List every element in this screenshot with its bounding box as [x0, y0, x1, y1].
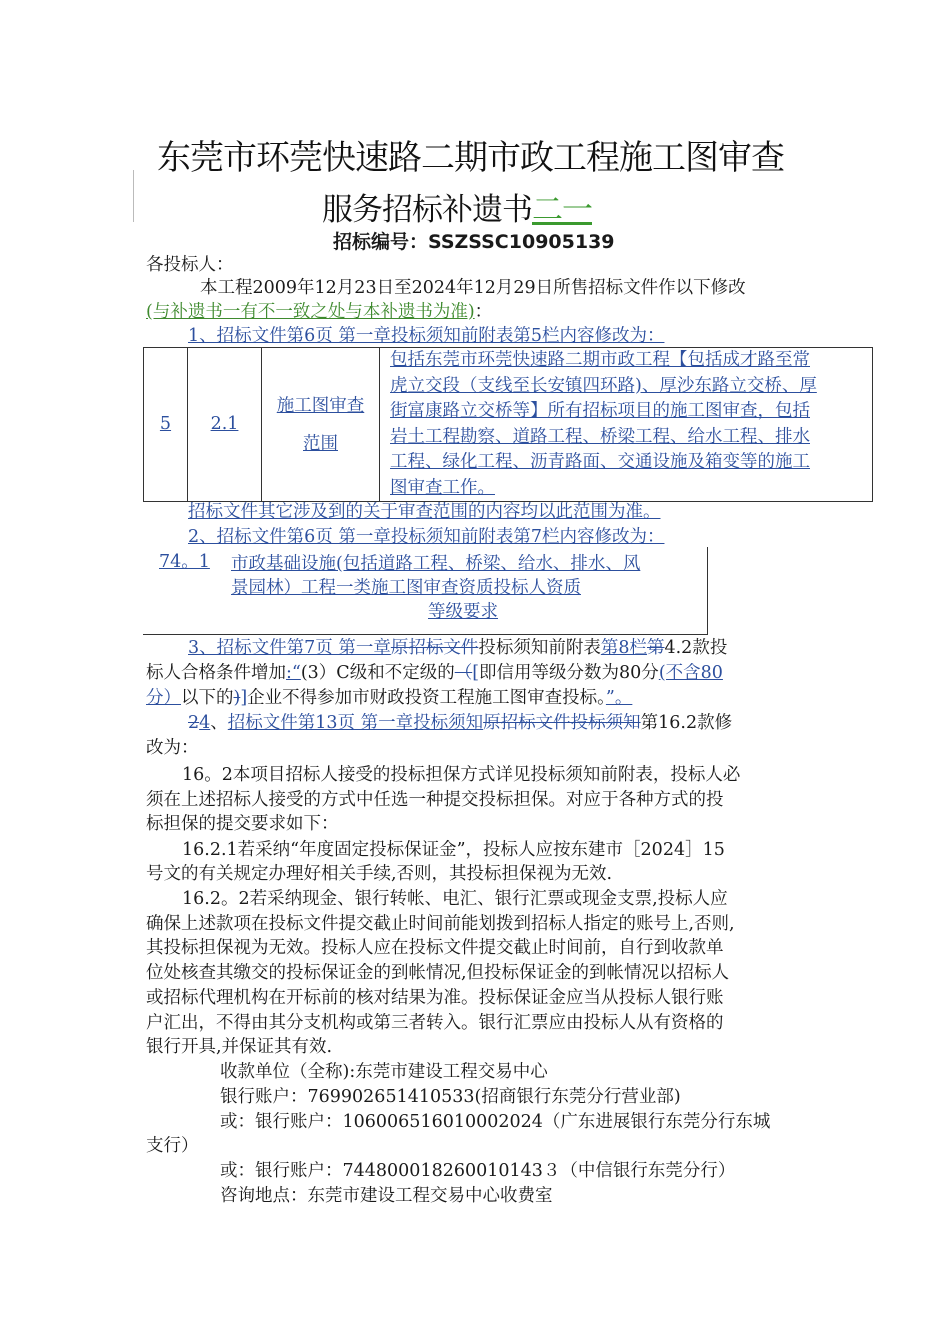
scope-table	[143, 347, 873, 502]
para-16-2-line-3: 标担保的提交要求如下：	[146, 814, 339, 834]
scope-col-number: 5	[144, 348, 188, 502]
bank-account-1: 银行账户：769902651410533(招商银行东莞分行营业部)	[220, 1087, 681, 1107]
salutation: 各投标人：	[146, 255, 234, 275]
qualification-col-number: 74。1	[159, 552, 210, 572]
para-16-2-line-2: 须在上述招标人接受的方式中任选一种提交投标担保。对应于各种方式的投	[146, 790, 724, 810]
para-16-2-1-line-2: 号文的有关规定办理好相关手续,否则，其投标担保视为无效.	[146, 864, 613, 884]
item-3-line-1: 3、招标文件第7页 第一章原招标文件投标须知前附表第8栏第4.2款投	[188, 638, 728, 658]
title-line-2	[322, 184, 592, 229]
item-4-line-1: 24、招标文件第13页 第一章投标须知原招标文件投标须知第16.2款修	[188, 713, 733, 733]
margin-mark	[133, 170, 134, 222]
intro-note: (与补遗书一有不一致之处与本补遗书为准)	[146, 302, 475, 322]
item-2: 2、招标文件第6页 第一章投标须知前附表第7栏内容修改为：	[188, 527, 665, 547]
item-3-line-2: 标人合格条件增加:“(3）C级和不定级的（[即信用等级分数为80分(不含80	[146, 663, 723, 683]
para-16-2-line-1: 16。2本项目招标人接受的投标担保方式详见投标须知前附表，投标人必	[182, 765, 741, 785]
bank-account-2-cont: 支行）	[146, 1136, 199, 1156]
para-16-2-2-line-7: 银行开具,并保证其有效.	[146, 1037, 333, 1057]
qualification-line-2: 景园林）工程一类施工图审查资质投标人资质	[231, 578, 581, 598]
intro-note-line	[146, 300, 492, 325]
qualification-line-1: 市政基础设施(包括道路工程、桥梁、给水、排水、风	[231, 554, 641, 574]
intro-tail: ：	[474, 302, 493, 322]
title-line-2-text: 服务招标补遗书	[322, 192, 532, 228]
para-16-2-2-line-4: 位处核查其缴交的投标保证金的到帐情况,但投标保证金的到帐情况以招标人	[146, 963, 730, 983]
item-3-line-3: 分）以下的)]企业不得参加市财政投资工程施工图审查投标。”。	[146, 688, 633, 708]
bid-number: 招标编号：SSZSSC10905139	[333, 231, 615, 253]
bank-account-2: 或：银行账户：106006516010002024（广东进展银行东莞分行东城	[220, 1112, 771, 1132]
payee: 收款单位（全称):东莞市建设工程交易中心	[220, 1062, 548, 1082]
after-table-1: 招标文件其它涉及到的关于审查范围的内容均以此范围为准。	[188, 502, 661, 522]
item-1: 1、招标文件第6页 第一章投标须知前附表第5栏内容修改为：	[188, 326, 665, 346]
intro: 本工程2009年12月23日至2024年12月29日所售招标文件作以下修改	[200, 278, 746, 298]
item-4-line-2: 改为：	[146, 738, 199, 758]
para-16-2-2-line-5: 或招标代理机构在开标前的核对结果为准。投标保证金应当从投标人银行账	[146, 988, 724, 1008]
scope-col-clause: 2.1	[188, 348, 262, 502]
qualification-line-3: 等级要求	[428, 602, 498, 622]
para-16-2-1-line-1: 16.2.1若采纳“年度固定投标保证金”，投标人应按东建市［2024］15	[182, 840, 725, 860]
bank-account-3: 或：银行账户：744800018260010143３（中信银行东莞分行）	[220, 1161, 736, 1181]
para-16-2-2-line-3: 其投标担保视为无效。投标人应在投标文件提交截止时间前，自行到收款单	[146, 938, 724, 958]
scope-col-content: 包括东莞市环莞快速路二期市政工程【包括成才路至常 虎立交段（支线至长安镇四环路)、厚沙东路立交桥、厚 街富康路立交桥等】所有招标项目的施工图审查，包括 岩土工程勘察、道路工程、桥梁工程、给水工程、排水 工程、绿化工程、沥青路面、交通设施及箱变等的施工 图审查工作。	[380, 348, 873, 502]
consult-location: 咨询地点：东莞市建设工程交易中心收费室	[220, 1186, 553, 1206]
para-16-2-2-line-6: 户汇出，不得由其分支机构或第三者转入。银行汇票应由投标人从有资格的	[146, 1013, 724, 1033]
scope-col-item: 施工图审查 范围	[262, 348, 380, 502]
para-16-2-2-line-2: 确保上述款项在投标文件提交截止时间前能划拨到招标人指定的账号上,否则,	[146, 914, 735, 934]
title-line-1: 东莞市环莞快速路二期市政工程施工图审查	[157, 138, 784, 178]
para-16-2-2-line-1: 16.2。2若采纳现金、银行转帐、电汇、银行汇票或现金支票,投标人应	[182, 889, 728, 909]
title-revision-mark: 二一	[532, 192, 592, 228]
